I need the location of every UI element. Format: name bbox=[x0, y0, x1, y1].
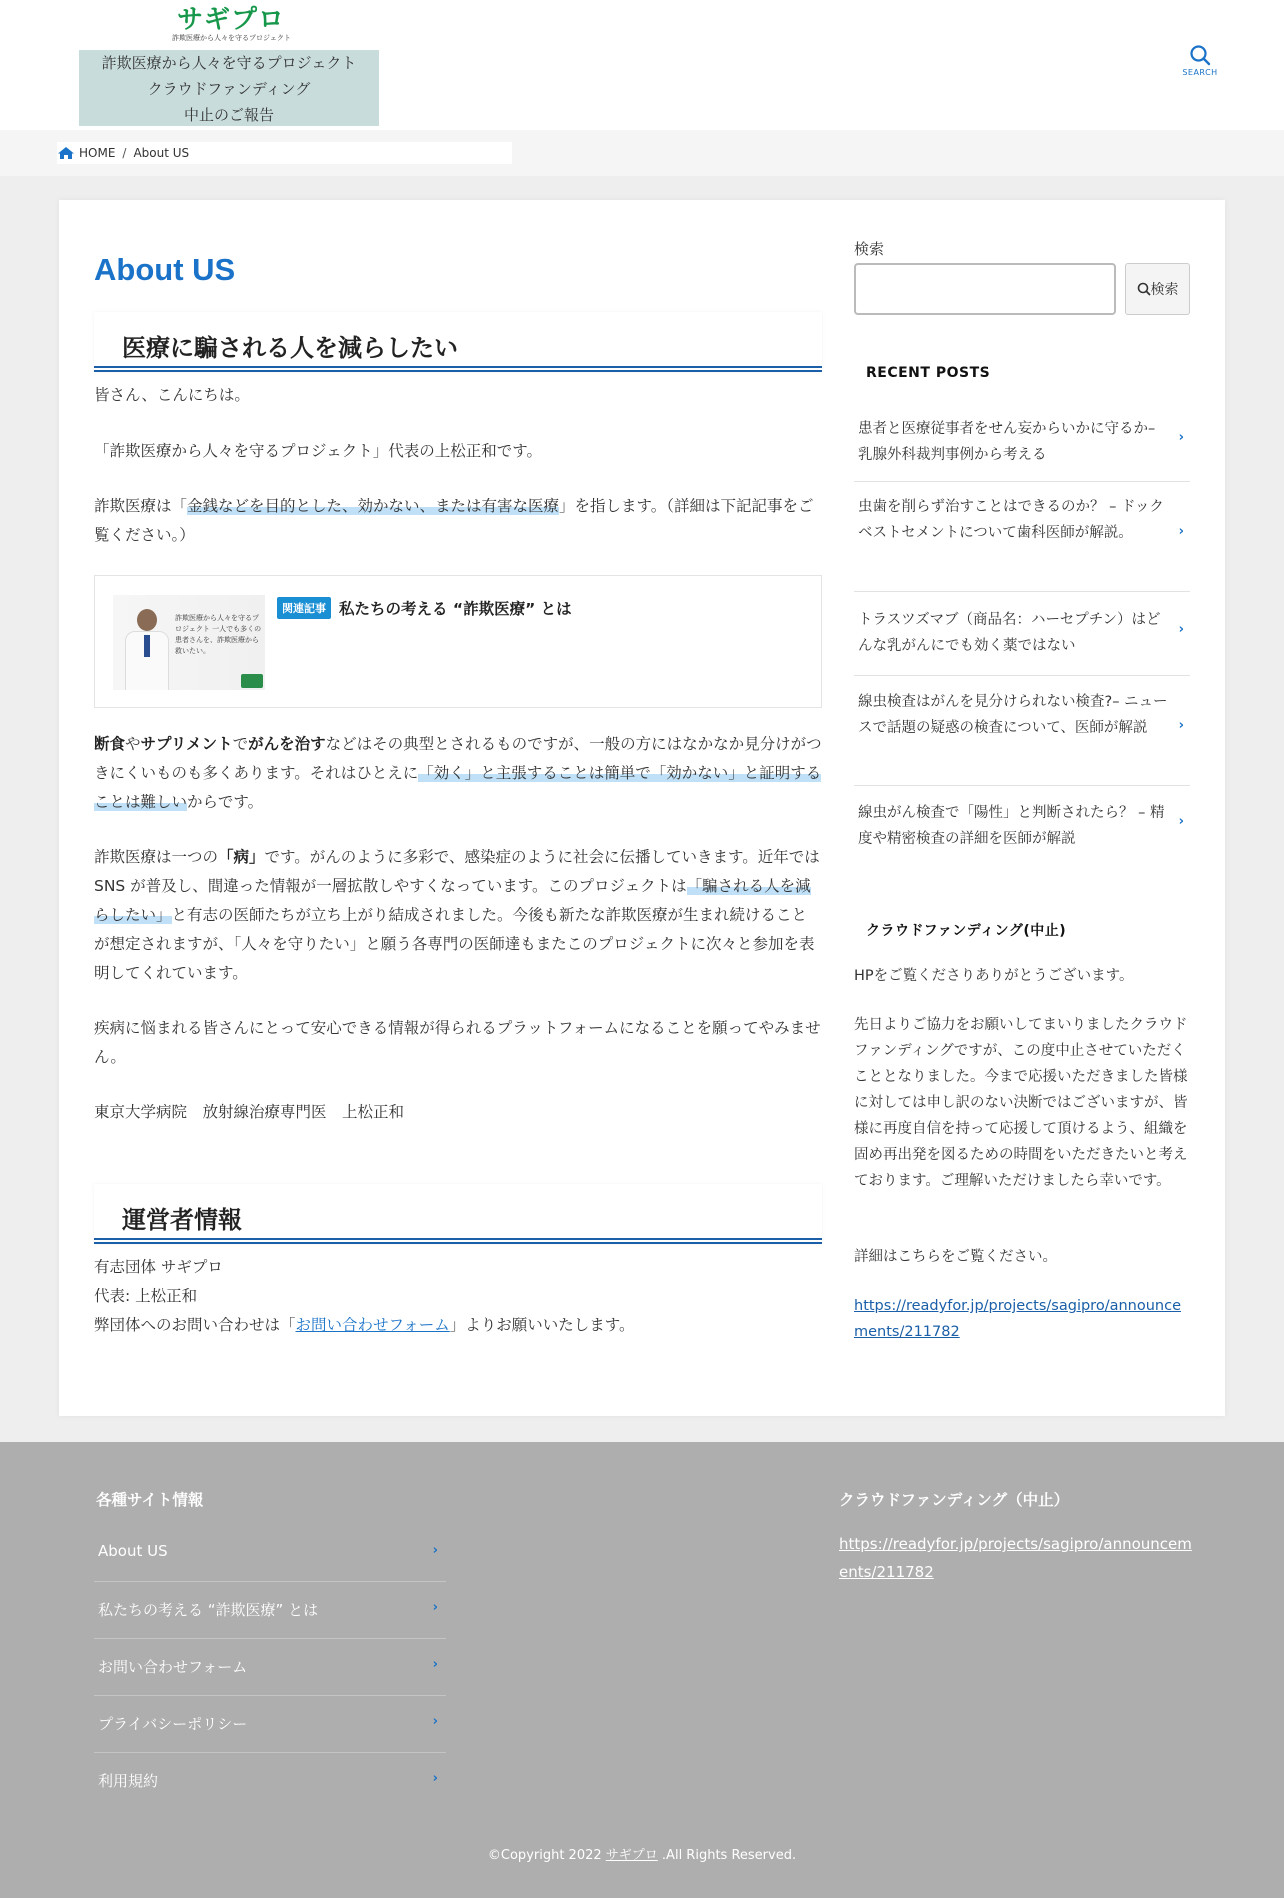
recent-post-item[interactable] bbox=[854, 592, 1190, 676]
paragraph-examples: 断食やサプリメントでがんを治すなどはその典型とされるものですが、一般の方にはなかなか見分けがつきにくいものも多くあります。それはひとえに「効く」と主張することは簡単で「効かない」と証明することは難しいからです。 bbox=[94, 735, 822, 811]
footer-link-contact[interactable]: お問い合わせフォーム › bbox=[94, 1639, 446, 1696]
recent-post-item[interactable] bbox=[854, 405, 1190, 482]
crowdfunding-details-prompt: 詳細はこちらをご覧ください。 bbox=[854, 1249, 1057, 1265]
crowdfunding-cancel-notice: 先日よりご協力をお願いしてまいりましたクラウドファンディングですが、この度中止させていただくこととなりました。今まで応援いただきました皆様に対しては申し訳のない決断ではございますが、皆様に再度自信を持って応援して頂けるよう、組織を固め再出発を図るための時間をいただきたいと考えております。ご理解いただけましたら幸いです。 bbox=[854, 1017, 1188, 1189]
footer-link-fraud-medicine[interactable]: 私たちの考える “詐欺医療” とは › bbox=[94, 1582, 446, 1639]
org-representative: 代表: 上松正和 bbox=[94, 1287, 198, 1305]
footer-crowdfunding-link[interactable]: https://readyfor.jp/projects/sagipro/announcements/211782 bbox=[839, 1535, 1192, 1581]
recent-post-title: 患者と医療従事者をせん妄からいかに守るか– 乳腺外科裁判事例から考える bbox=[858, 421, 1156, 463]
crowdfunding-cancel-banner[interactable] bbox=[79, 50, 379, 126]
recent-post-item[interactable] bbox=[854, 786, 1190, 868]
chevron-right-icon: › bbox=[1178, 622, 1184, 637]
page-title: About US bbox=[94, 252, 236, 287]
section-heading-mission bbox=[94, 312, 822, 372]
paragraph-greeting: 皆さん、こんにちは。 bbox=[94, 386, 250, 404]
breadcrumb-current: About US bbox=[133, 146, 190, 160]
sidebar-search-button[interactable] bbox=[1125, 263, 1190, 315]
chevron-right-icon: › bbox=[1178, 814, 1184, 829]
related-article-badge: 関連記事 bbox=[277, 597, 331, 619]
paragraph-project: 詐欺医療は一つの「病」です。がんのように多彩で、感染症のように社会に伝播していきます。近年では SNS が普及し、間違った情報が一層拡散しやすくなっています。このプロジェクトは「騙される人を減らしたい」と有志の医師たちが立ち上がり結成されました。今後も新たな詐欺医療が生まれ続けることが想定されますが、「人々を守りたい」と願う各専門の医師達もまたこのプロジェクトに次々と参加を表明してくれています。 bbox=[94, 848, 820, 982]
recent-post-item[interactable] bbox=[854, 676, 1190, 786]
section-heading-operator bbox=[94, 1184, 822, 1244]
recent-post-title: トラスツズマブ（商品名：ハーセプチン）はどんな乳がんにでも効く薬ではない bbox=[858, 612, 1161, 654]
highlight-claim: 「効く」と主張することは簡単で「効かない」と証明することは難しい bbox=[94, 764, 822, 811]
chevron-right-icon: › bbox=[432, 1600, 438, 1615]
main-card bbox=[59, 200, 1225, 1416]
copyright: ©Copyright 2022 サギプロ .All Rights Reserved. bbox=[487, 1848, 797, 1863]
site-logo[interactable] bbox=[172, 6, 290, 42]
recent-post-title: 虫歯を削らず治すことはできるのか？ – ドックベストセメントについて歯科医師が解説。 bbox=[858, 499, 1164, 541]
footer-crowdfunding-heading: クラウドファンディング（中止） bbox=[839, 1491, 1070, 1509]
section-heading-operator-text: 運営者情報 bbox=[122, 1206, 242, 1234]
section-heading-mission-text: 医療に騙される人を減らしたい bbox=[122, 334, 458, 362]
related-article-card[interactable] bbox=[94, 575, 822, 708]
chevron-right-icon: › bbox=[432, 1657, 438, 1672]
home-icon bbox=[57, 146, 75, 160]
banner-line-1: 詐欺医療から人々を守るプロジェクト bbox=[101, 54, 357, 72]
footer-link-terms[interactable]: 利用規約 › bbox=[98, 1771, 438, 1790]
sidebar-search-input[interactable] bbox=[854, 263, 1116, 315]
related-article-title: 私たちの考える “詐欺医療” とは bbox=[339, 600, 572, 618]
logo-sub-text: 詐欺医療から人々を守るプロジェクト bbox=[172, 34, 291, 42]
breadcrumb bbox=[0, 130, 1284, 176]
banner-line-2: クラウドファンディング bbox=[147, 80, 311, 98]
paragraph-definition: 詐欺医療は「金銭などを目的とした、効かない、または有害な医療」を指します。（詳細は下記記事をご覧ください。） bbox=[94, 497, 814, 544]
paragraph-signature: 東京大学病院 放射線治療専門医 上松正和 bbox=[94, 1103, 405, 1121]
thumbnail-logo-mark bbox=[241, 674, 263, 688]
crowdfunding-thanks: HPをご覧くださりありがとうございます。 bbox=[854, 968, 1134, 984]
crowdfunding-heading: クラウドファンディング(中止) bbox=[866, 923, 1067, 939]
sidebar-search-label: 検索 bbox=[854, 240, 885, 258]
footer-link-about[interactable]: About US › bbox=[94, 1525, 446, 1582]
footer-link-privacy[interactable]: プライバシーポリシー › bbox=[94, 1696, 446, 1753]
copyright-site-link[interactable]: サギプロ bbox=[605, 1848, 658, 1863]
chevron-right-icon: › bbox=[1178, 524, 1184, 539]
breadcrumb-home-link[interactable]: HOME bbox=[79, 146, 116, 160]
highlight-definition: 金銭などを目的とした、効かない、または有害な医療 bbox=[187, 497, 560, 515]
recent-post-item[interactable] bbox=[854, 482, 1190, 592]
recent-post-title: 線虫がん検査で「陽性」と判断されたら？ – 精度や精密検査の詳細を医師が解説 bbox=[858, 805, 1165, 847]
recent-posts-heading: RECENT POSTS bbox=[866, 365, 991, 381]
org-contact: 弊団体へのお問い合わせは「お問い合わせフォーム」よりお願いいたします。 bbox=[94, 1316, 635, 1334]
chevron-right-icon: › bbox=[432, 1771, 438, 1786]
banner-line-3: 中止のご報告 bbox=[183, 106, 274, 124]
site-footer bbox=[0, 1442, 1284, 1898]
search-label: SEARCH bbox=[1182, 68, 1218, 77]
chevron-right-icon: › bbox=[432, 1543, 438, 1558]
breadcrumb-separator: / bbox=[122, 146, 127, 160]
highlight-goal: 「騙される人を減らしたい」 bbox=[94, 877, 811, 924]
paragraph-intro: 「詐欺医療から人々を守るプロジェクト」代表の上松正和です。 bbox=[94, 442, 542, 460]
org-name: 有志団体 サギプロ bbox=[94, 1258, 223, 1276]
chevron-right-icon: › bbox=[1178, 430, 1184, 445]
recent-post-title: 線虫検査はがんを見分けられない検査?– ニュースで話題の疑惑の検査について、医師が解説 bbox=[858, 694, 1168, 736]
related-article-thumbnail bbox=[113, 595, 265, 690]
header-search-button[interactable] bbox=[1180, 44, 1220, 88]
contact-form-link[interactable]: お問い合わせフォーム bbox=[295, 1316, 450, 1334]
logo-main-text: サギプロ bbox=[176, 5, 285, 35]
thumbnail-text: 詐欺医療から人々を守るプロジェクト 一人でも多くの患者さんを、詐欺医療から救いたい。 bbox=[175, 614, 262, 655]
footer-site-info-heading: 各種サイト情報 bbox=[96, 1491, 204, 1509]
crowdfunding-announcement-link[interactable]: https://readyfor.jp/projects/sagipro/announcements/211782 bbox=[854, 1298, 1181, 1340]
chevron-right-icon: › bbox=[432, 1714, 438, 1729]
search-icon bbox=[1189, 44, 1211, 66]
chevron-right-icon: › bbox=[1178, 718, 1184, 733]
sidebar-search-button-label: 検索 bbox=[1150, 282, 1179, 298]
site-header bbox=[0, 0, 1284, 130]
paragraph-hope: 疾病に悩まれる皆さんにとって安心できる情報が得られるプラットフォームになることを願ってやみません。 bbox=[94, 1019, 821, 1066]
search-icon bbox=[1137, 282, 1151, 296]
